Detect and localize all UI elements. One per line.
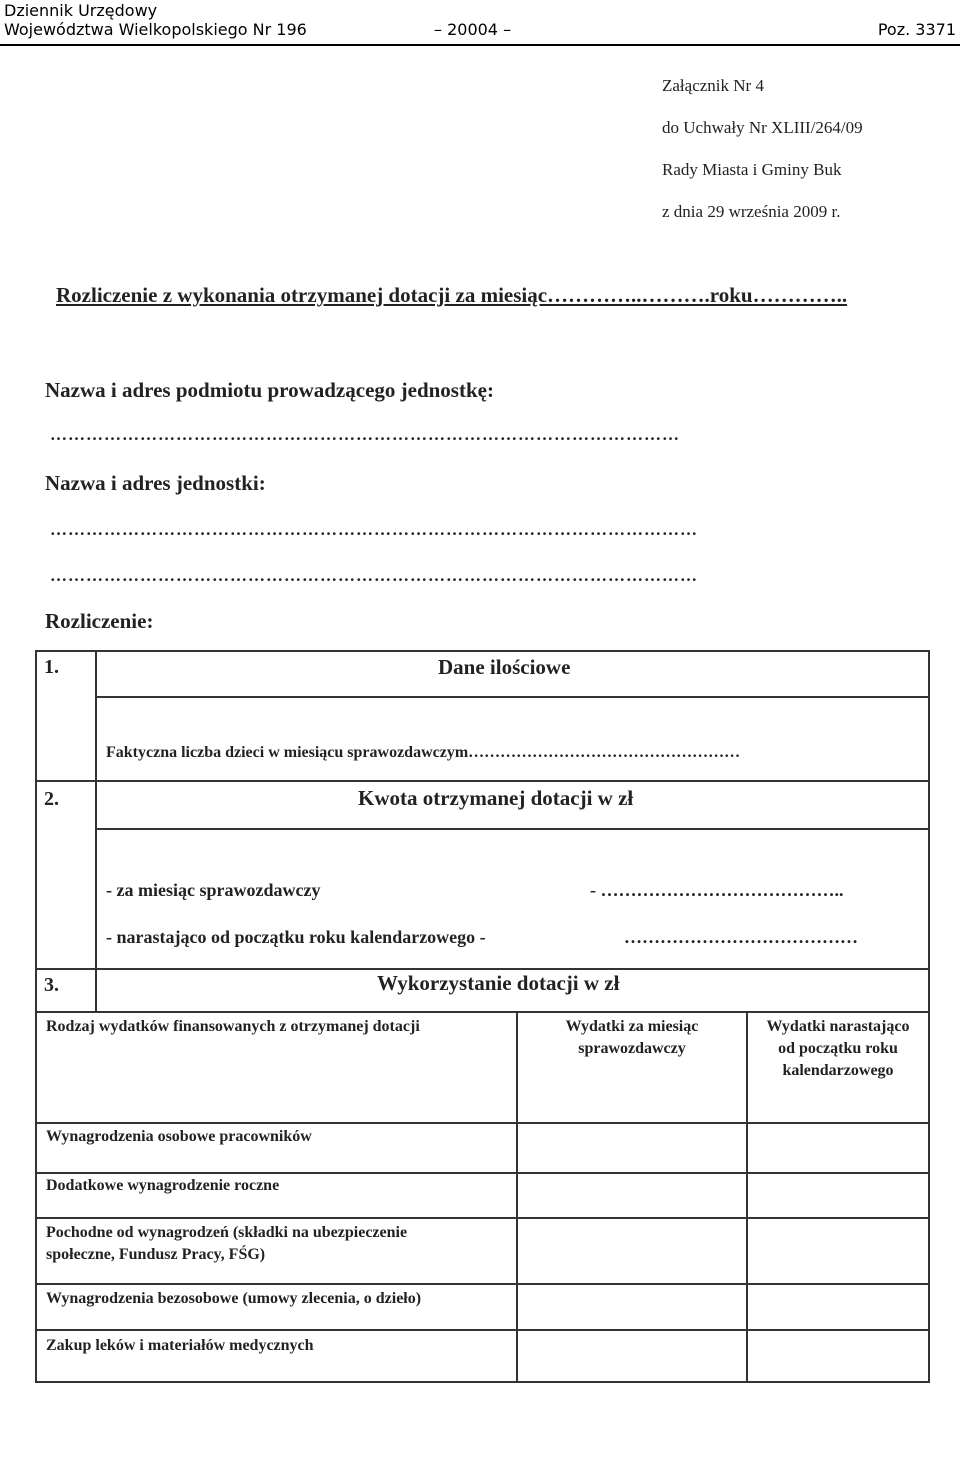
expense-row-annual-bonus: Dodatkowe wynagrodzenie roczne [46,1177,280,1194]
expense-row-contracts: Wynagrodzenia bezosobowe (umowy zlecenia, o dzieło) [46,1290,422,1307]
expense-row-salaries: Wynagrodzenia osobowe pracowników [46,1128,312,1145]
section-3-number: 3. [44,974,59,996]
column-header-monthly: Wydatki za miesiąc sprawozdawczy [565,1018,699,1057]
form-title: Rozliczenie z wykonania otrzymanej dotacji za miesiąc…………..……….roku………….. [56,283,848,307]
entity-label: Nazwa i adres podmiotu prowadzącego jednostkę: [45,378,494,402]
expense-row-derivatives-line-2: społeczne, Fundusz Pracy, FŚG) [46,1246,266,1263]
settlement-label: Rozliczenie: [45,609,154,633]
cumulative-amount-label: - narastająco od początku roku kalendarzowego - [106,927,486,947]
section-1-heading: Dane ilościowe [438,655,571,679]
page-number: – 20004 – [434,20,512,39]
section-3-heading: Wykorzystanie dotacji w zł [377,971,620,995]
column-header-expense-type: Rodzaj wydatków finansowanych z otrzymanej dotacji [46,1018,420,1035]
annex-line-3: Rady Miasta i Gminy Buk [662,160,842,179]
section-2-heading: Kwota otrzymanej dotacji w zł [358,786,634,810]
expense-row-medical-supplies: Zakup leków i materiałów medycznych [46,1337,314,1354]
monthly-amount-label: - za miesiąc sprawozdawczy [106,880,321,900]
position-number: Poz. 3371 [877,20,956,39]
annex-line-1: Załącznik Nr 4 [662,76,764,95]
unit-fill-line-2: ……………………………………………………………………………………………… [50,566,698,585]
column-header-cumulative: Wydatki narastająco od początku roku kalendarzowego [766,1018,910,1079]
journal-name: Dziennik Urzędowy [4,1,158,20]
annex-line-2: do Uchwały Nr XLIII/264/09 [662,118,863,137]
children-count-field: Faktyczna liczba dzieci w miesiącu sprawozdawczym…………………………………………… [106,744,741,761]
journal-issue: Województwa Wielkopolskiego Nr 196 [4,20,307,39]
expense-row-derivatives-line-1: Pochodne od wynagrodzeń (składki na ubezpieczenie [46,1224,408,1241]
journal-header [0,0,960,46]
entity-fill-line: …………………………………………………………………………………………… [50,425,680,444]
cumulative-amount-fill-line: ………………………………… [624,927,858,947]
unit-label: Nazwa i adres jednostki: [45,471,266,495]
unit-fill-line-1: ……………………………………………………………………………………………… [50,520,698,539]
section-2-number: 2. [44,788,59,810]
annex-line-4: z dnia 29 września 2009 r. [662,202,841,221]
section-1-number: 1. [44,656,59,678]
monthly-amount-fill-line: - ………………………………….. [590,880,844,900]
header-divider [0,44,960,46]
